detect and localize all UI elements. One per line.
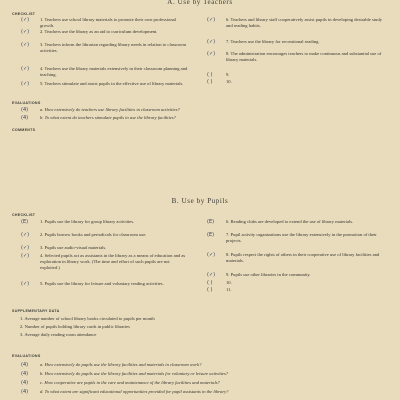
section-b-item-8: (✓) 8. Pupils respect the rights of others in their cooperative use of library facilities and materials. [207, 252, 380, 263]
section-a-item-7: (✓) 7. Teachers use the library for recreational reading. [207, 39, 320, 45]
section-a-item-2: (✓) 2. Teachers use the library as an aid to curriculum development. [21, 29, 158, 35]
rating-mark: (4) [21, 107, 29, 113]
section-b-item-10: ( ) 10. [207, 280, 232, 286]
section-a-evaluations-label: EVALUATIONS [12, 101, 41, 105]
check-mark: (✓) [21, 253, 30, 259]
section-a-checklist-label: CHECKLIST [12, 12, 36, 16]
check-mark: (E) [21, 219, 29, 225]
section-b-title: B. Use by Pupils [171, 197, 229, 205]
check-mark: (✓) [21, 17, 30, 23]
supplementary-item-2: 2. Number of pupils holding library cards in public libraries [20, 324, 130, 329]
check-mark: (✓) [21, 281, 30, 287]
section-b-item-6: (E) 6. Reading clubs are developed to extend the use of library materials. [207, 219, 354, 225]
check-mark: (✓) [207, 51, 216, 57]
section-a-item-1: (✓) 1. Teachers use school library materials to promote their own professional growth. [21, 17, 176, 28]
rating-mark: (4) [21, 389, 29, 395]
section-b-item-9: (✓) 9. Pupils use other libraries in the community. [207, 272, 311, 278]
section-a-item-4: (✓) 4. Teachers use the library materials extensively in their classroom planning and teaching. [21, 66, 188, 77]
section-b-evaluation-a: (4) a. How extensively do pupils use the library facilities and materials in classroom work? [21, 362, 202, 368]
check-mark: ( ) [207, 79, 213, 85]
supplementary-item-3: 3. Average daily reading room attendance [20, 332, 97, 337]
check-mark: (✓) [21, 232, 30, 238]
check-mark: (✓) [21, 245, 30, 251]
section-a-evaluation-b: (4) b. To what extent do teachers stimulate pupils to use the library facilities? [21, 115, 176, 121]
section-b-item-2: (✓) 2. Pupils borrow books and periodicals for classroom use. [21, 232, 147, 238]
section-a-title: A. Use by Teachers [167, 0, 233, 6]
check-mark: ( ) [207, 287, 213, 293]
check-mark: (E) [207, 219, 215, 225]
rating-mark: (4) [21, 380, 29, 386]
check-mark: (✓) [207, 252, 216, 258]
section-b-item-4: (✓) 4. Selected pupils act as assistants in the library as a means of education and as exploration in library work. (The time and effort of such pupils are not exploited.) [21, 253, 186, 270]
section-b-evaluation-b: (4) b. How extensively do pupils use the library facilities and materials for voluntary or leisure activities? [21, 371, 229, 377]
check-mark: (✓) [21, 42, 30, 48]
section-b-evaluation-d: (4) d. To what extent are significant educational opportunities provided for pupil assistants in the library? [21, 389, 229, 395]
section-b-evaluations-label: EVALUATIONS [12, 354, 41, 358]
section-a-item-10: ( ) 10. [207, 79, 232, 85]
section-a-item-3: (✓) 3. Teachers inform the librarian regarding library needs in relation to classroom activities. [21, 42, 187, 53]
check-mark: ( ) [207, 280, 213, 286]
supplementary-item-1: 1. Average number of school library books circulated to pupils per month [20, 316, 155, 321]
section-b-checklist-label: CHECKLIST [12, 213, 36, 217]
check-mark: (✓) [207, 39, 216, 45]
section-b-item-7: (E) 7. Pupil activity organizations use the library extensively in the promotion of their projects. [207, 232, 377, 243]
section-a-item-6: (✓) 6. Teachers and library staff cooperatively assist pupils in developing desirable study and reading habits. [207, 17, 382, 28]
section-a-item-5: (✓) 5. Teachers stimulate and assist pupils in the effective use of library materials. [21, 81, 184, 87]
rating-mark: (4) [21, 362, 29, 368]
section-a-item-9: ( ) 9. [207, 72, 230, 78]
check-mark: (✓) [207, 17, 216, 23]
check-mark: (✓) [207, 272, 216, 278]
section-b-evaluation-c: (4) c. How cooperative are pupils in the care and maintenance of the library facilities and materials? [21, 380, 220, 386]
section-a-item-8: (✓) 8. The administration encourages teachers to make continuous and substantial use of library materials. [207, 51, 382, 62]
check-mark: ( ) [207, 72, 213, 78]
supplementary-data-label: SUPPLEMENTARY DATA [12, 309, 60, 313]
check-mark: (✓) [21, 81, 30, 87]
section-b-item-5: (✓) 5. Pupils use the library for leisure and voluntary reading activities. [21, 281, 164, 287]
rating-mark: (4) [21, 371, 29, 377]
section-a-evaluation-a: (4) a. How extensively do teachers use library facilities in classroom activities? [21, 107, 180, 113]
section-b-item-11: ( ) 11. [207, 287, 232, 293]
section-b-item-1: (E) 1. Pupils use the library for group library activities. [21, 219, 135, 225]
rating-mark: (4) [21, 115, 29, 121]
check-mark: (E) [207, 232, 215, 238]
check-mark: (✓) [21, 66, 30, 72]
section-b-item-3: (✓) 3. Pupils use audio-visual materials. [21, 245, 107, 251]
check-mark: (✓) [21, 29, 30, 35]
section-a-comments-label: COMMENTS [12, 128, 36, 132]
